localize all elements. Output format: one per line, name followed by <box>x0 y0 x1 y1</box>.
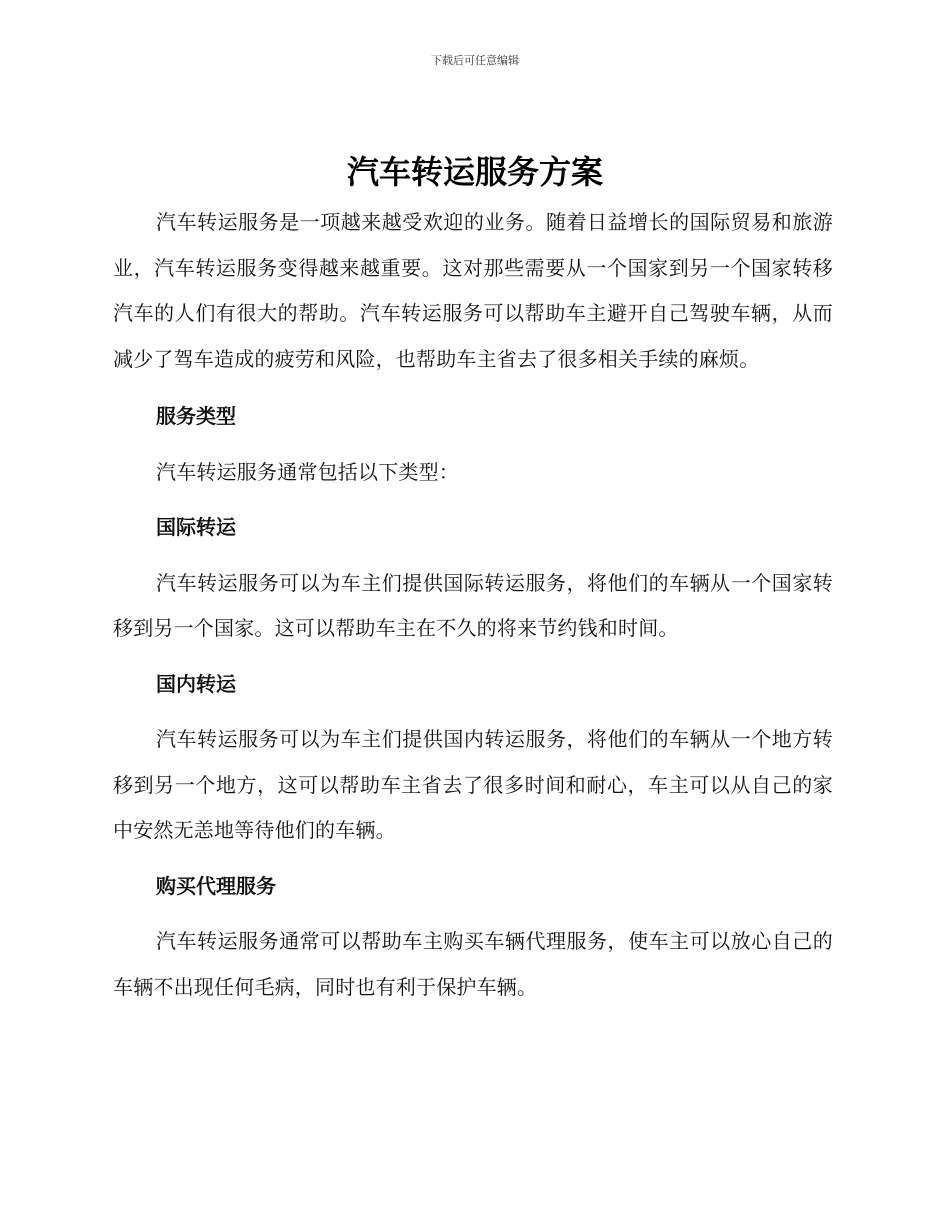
heading-international-transport: 国际转运 <box>156 515 236 539</box>
section-heading-service-types: 服务类型 <box>156 404 236 428</box>
intro-paragraph: 汽车转运服务是一项越来越受欢迎的业务。随着日益增长的国际贸易和旅游业，汽车转运服务变得越来越重要。这对那些需要从一个国家到另一个国家转移汽车的人们有很大的帮助。汽车转运服务可以帮助车主避开自己驾驶车辆，从而减少了驾车造成的疲劳和风险，也帮助车主省去了很多相关手续的麻烦。 <box>113 210 833 371</box>
document-title: 汽车转运服务方案 <box>346 153 603 191</box>
paragraph-international-transport: 汽车转运服务可以为车主们提供国际转运服务，将他们的车辆从一个国家转移到另一个国家。这可以帮助车主在不久的将来节约钱和时间。 <box>113 570 833 640</box>
paragraph-domestic-transport: 汽车转运服务可以为车主们提供国内转运服务，将他们的车辆从一个地方转移到另一个地方，这可以帮助车主省去了很多时间和耐心，车主可以从自己的家中安然无恙地等待他们的车辆。 <box>113 727 833 842</box>
heading-domestic-transport: 国内转运 <box>156 671 236 696</box>
document-body <box>113 200 833 1010</box>
page-header-note: 下载后可任意编辑 <box>431 54 519 67</box>
heading-purchase-agency: 购买代理服务 <box>156 873 276 898</box>
section-intro-paragraph: 汽车转运服务通常包括以下类型： <box>156 459 459 484</box>
paragraph-purchase-agency: 汽车转运服务通常可以帮助车主购买车辆代理服务，使车主可以放心自己的车辆不出现任何毛病，同时也有利于保护车辆。 <box>113 929 833 999</box>
